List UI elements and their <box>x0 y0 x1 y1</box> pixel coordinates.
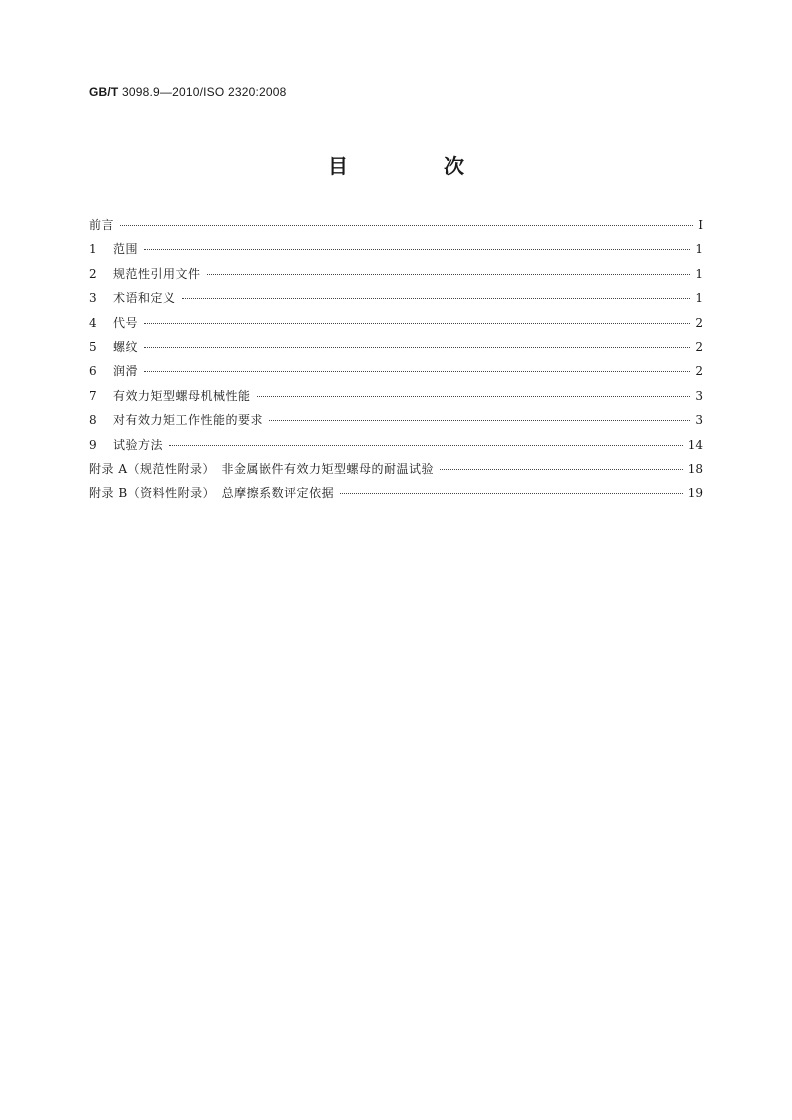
toc-entry-number: 9 <box>89 437 97 452</box>
toc-entry-designation[interactable] <box>89 315 703 339</box>
toc-entry-number: 7 <box>89 388 97 403</box>
toc-entry-scope[interactable] <box>89 241 703 265</box>
toc-leader-dots <box>120 225 693 226</box>
toc-entry-label: 附录 A（规范性附录） 非金属嵌件有效力矩型螺母的耐温试验 <box>89 461 434 476</box>
toc-entry-label: 规范性引用文件 <box>113 266 201 281</box>
toc-entry-label: 润滑 <box>113 364 139 379</box>
toc-entry-label: 前言 <box>89 218 115 232</box>
toc-entry-mechanical-properties[interactable] <box>89 388 703 412</box>
toc-leader-dots <box>144 347 690 348</box>
toc-entry-number: 8 <box>89 413 97 428</box>
toc-entry-label: 螺纹 <box>113 339 139 354</box>
standard-prefix: GB/T <box>89 85 119 99</box>
toc-entry-page: 19 <box>687 486 703 501</box>
toc-entry-label: 术语和定义 <box>113 291 176 306</box>
toc-leader-dots <box>144 249 690 250</box>
toc-entry-number: 4 <box>89 315 97 330</box>
toc-leader-dots <box>144 371 690 372</box>
toc-entry-page: 3 <box>695 413 703 428</box>
toc-entry-label: 附录 B（资料性附录） 总摩擦系数评定依据 <box>89 486 335 501</box>
toc-entry-foreword[interactable] <box>89 217 703 241</box>
toc-entry-page: 2 <box>695 315 703 330</box>
standard-number: 3098.9—2010/ISO 2320:2008 <box>122 85 287 99</box>
toc-entry-terms-definitions[interactable] <box>89 290 703 314</box>
toc-entry-page: 3 <box>695 388 703 403</box>
table-of-contents <box>89 217 703 510</box>
toc-leader-dots <box>440 469 683 470</box>
toc-leader-dots <box>182 298 691 299</box>
toc-leader-dots <box>269 420 690 421</box>
toc-entry-label: 范围 <box>113 242 139 257</box>
toc-entry-test-methods[interactable] <box>89 437 703 461</box>
toc-entry-page: 2 <box>695 339 703 354</box>
toc-entry-number: 6 <box>89 364 97 379</box>
toc-entry-number: 3 <box>89 291 97 306</box>
toc-entry-page: 1 <box>695 242 703 257</box>
toc-entry-label: 对有效力矩工作性能的要求 <box>113 413 264 428</box>
toc-entry-thread[interactable] <box>89 339 703 363</box>
toc-entry-number: 1 <box>89 242 97 257</box>
toc-entry-number: 5 <box>89 339 97 354</box>
page-title: 目 次 <box>328 154 502 178</box>
toc-entry-annex-a[interactable] <box>89 461 703 485</box>
toc-entry-page: 1 <box>695 291 703 306</box>
toc-leader-dots <box>169 445 683 446</box>
toc-leader-dots <box>144 323 690 324</box>
toc-entry-page: 1 <box>695 266 703 281</box>
standard-designation <box>89 85 286 99</box>
toc-entry-page: 14 <box>687 437 703 452</box>
toc-entry-normative-references[interactable] <box>89 266 703 290</box>
toc-entry-performance-requirements[interactable] <box>89 412 703 436</box>
toc-entry-page: 2 <box>695 364 703 379</box>
toc-entry-page: Ⅰ <box>698 218 703 232</box>
toc-entry-label: 有效力矩型螺母机械性能 <box>113 388 251 403</box>
toc-entry-page: 18 <box>687 461 703 476</box>
toc-entry-number: 2 <box>89 266 97 281</box>
toc-entry-label: 代号 <box>113 315 139 330</box>
toc-entry-label: 试验方法 <box>113 437 164 452</box>
toc-leader-dots <box>340 493 683 494</box>
toc-leader-dots <box>207 274 691 275</box>
toc-entry-annex-b[interactable] <box>89 485 703 509</box>
toc-leader-dots <box>257 396 691 397</box>
toc-entry-lubrication[interactable] <box>89 363 703 387</box>
